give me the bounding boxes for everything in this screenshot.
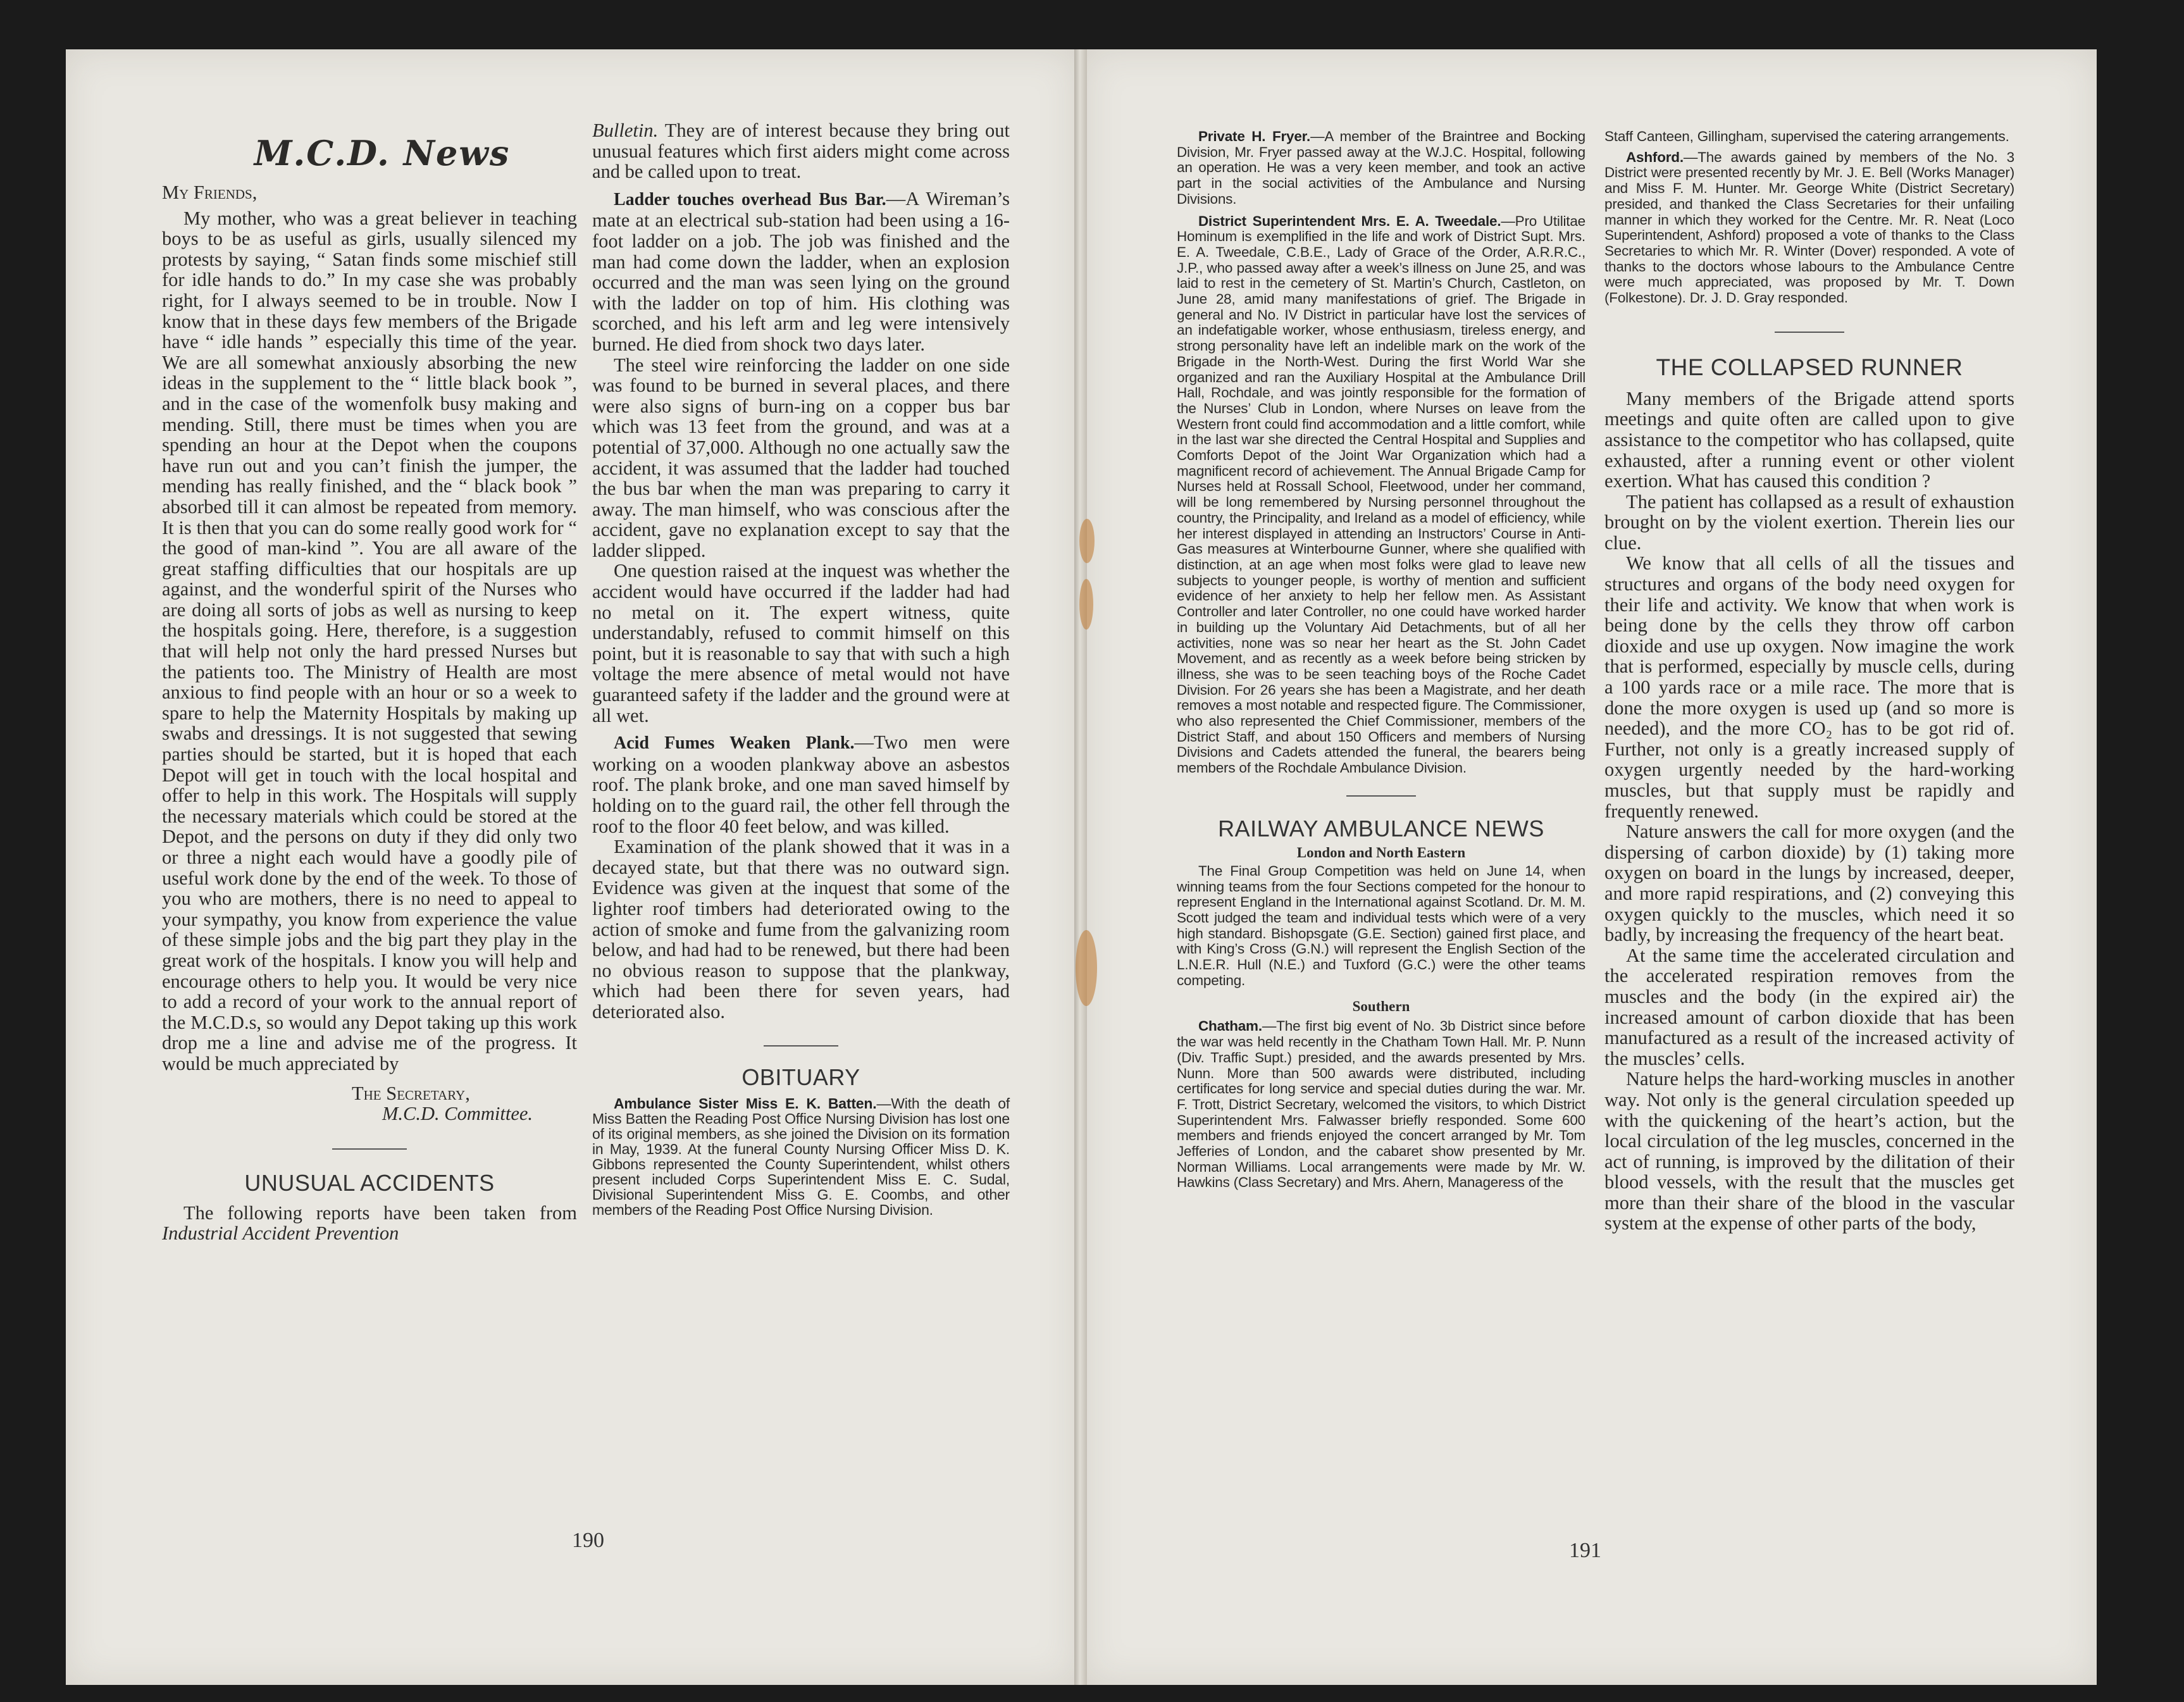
unusual-intro-text: The following reports have been taken from (183, 1202, 577, 1224)
fryer-heading: Private H. Fryer. (1198, 128, 1311, 144)
chatham-paragraph (1177, 1019, 1585, 1191)
right-column-1 (1177, 129, 1585, 1191)
section-divider (332, 1148, 407, 1150)
runner-paragraph: At the same time the accelerated circulation and the accelerated respiration removes from the muscles and the body (in the expired air) the increased amount of carbon dioxide that has been manufactured as a result of the increased activity of the muscles’ cells. (1604, 944, 2014, 1069)
book-gutter (1074, 49, 1087, 1685)
unusual-intro-continued (592, 120, 1010, 182)
ladder-paragraph-2: The steel wire reinforcing the ladder on one side was found to be burned in several places, and there were also signs of burn-ing on a copper bus bar which was 13 feet from the ground, and was at a potential of 37,000. Although no one actually saw the accident, it was assumed that the ladder had touched the bus bar when the man was preparing to carry it away. The man himself, who was conscious after the accident, gave no explanation except to say that the ladder slipped. (592, 354, 1010, 561)
obituary-text: —With the death of Miss Batten the Reading Post Office Nursing Division has lost one of its original members, as she joined the Division on its formation in May, 1939. At the funeral County Nursing Officer Miss D. K. Gibbons represented the County Superintendent, whilst others present included Corps Superintendent Miss E. C. Sudal, Divisional Superintendent Miss G. E. Coombs, and other members of the Reading Post Office Nursing Division. (592, 1095, 1010, 1218)
tweedale-text: —Pro Utilitae Hominum is exemplified in the life and work of District Supt. Mrs. E. A. Tweedale, C.B.E., Lady of Grace of the Order, A.R.R.C., J.P., who passed away after a week’s illness on June 25, and was laid to rest in the cemetery of St. Martin’s Church, Castleton, on June 28, amid many manifestations of grief. The Brigade in general and No. IV District in particular have lost the services of an indefatigable worker, whose enthusiasm, tireless energy, and strong personality have left an indelible mark on the work of the Brigade in the North-West. During the first World War she organized and ran the Auxiliary Hospital at the Ambulance Drill Hall, Rochdale, and was jointly responsible for the formation of the Nurses’ Club in London, where Nurses on leave from the Western front could find accommodation and a little comfort, while in the last war she directed the Central Hospital and Supplies and Comforts Depot of the Joint War Organization which had a magnificent record of achievement. The Annual Brigade Camp for Nurses held at Rossall School, Fleetwood, under her command, will be long remembered by Nursing personnel throughout the country, the Principality, and Ireland as a model of efficiency, while her interest displayed in attending an Instructors’ Course in Anti-Gas measures at Winterbourne Gunner, where she qualified with distinction, at an age when most folks were glad to leave new subjects to younger people, is worthy of mention and sufficient evidence of her anxiety to help her fellow men. As Assistant Controller and later Controller, no one could have worked harder in building up the Voluntary Aid Detachments, but of all her activities, none was so near her heart as the St. John Cadet Movement, and as recently as a week before being stricken by illness, she was to be seen teaching boys of the Roche Cadet Division. For 26 years she has been a Magistrate, and her death removes a most notable and respected figure. The Commissioner, who also represented the Chief Commissioner, members of the District Staff, and about 150 Officers and members of Nursing Divisions and Cadets attended the funeral, the bearers being members of the Rochdale Ambulance Division. (1177, 213, 1585, 776)
acid-paragraph (592, 732, 1010, 836)
right-column-2 (1604, 129, 2014, 1234)
runner-paragraph: Nature helps the hard-working muscles in another way. Not only is the general circulation speeded up with the quickening of the heart’s action, but the local circulation of the leg muscles, concerned in the act of running, is improved by the dilitation of their blood vessels, with the result that the muscles get more than their share of the blood in the vascular system at the expense of other parts of the body, (1604, 1068, 2014, 1234)
obituary-title: OBITUARY (741, 1064, 860, 1090)
ladder-text: —A Wireman’s mate at an electrical sub-station had been using a 16-foot ladder on a job. The job was finished and the man had come down the ladder, when an explosion occurred and the man was seen lying on the ground with the ladder on top of him. His clothing was scorched, and his left arm and leg were intensively burned. He died from shock two days later. (592, 187, 1010, 355)
signature-committee: M.C.D. Committee. (382, 1103, 533, 1125)
signature-title: The Secretary, (352, 1082, 470, 1104)
lner-heading: London and North Eastern (1296, 844, 1466, 860)
masthead: M.C.D. News (254, 133, 511, 173)
chatham-heading: Chatham. (1198, 1018, 1262, 1034)
tweedale-heading: District Superintendent Mrs. E. A. Tweedale. (1198, 213, 1501, 229)
rust-stain (1079, 579, 1093, 630)
section-divider (1346, 795, 1416, 797)
railway-title: RAILWAY AMBULANCE NEWS (1218, 815, 1544, 842)
unusual-accidents-title: UNUSUAL ACCIDENTS (244, 1169, 495, 1196)
runner-paragraph: The patient has collapsed as a result of exhaustion brought on by the violent exertion. Therein lies our clue. (1604, 490, 2014, 554)
left-column-2 (592, 120, 1010, 1217)
ladder-paragraph (592, 189, 1010, 355)
section-divider (1775, 332, 1844, 333)
rust-stain (1076, 930, 1097, 1006)
left-column-1 (162, 133, 577, 1244)
collapsed-runner-title: THE COLLAPSED RUNNER (1656, 354, 1963, 380)
ashford-heading: Ashford. (1626, 149, 1684, 165)
ladder-heading: Ladder touches overhead Bus Bar. (614, 189, 886, 209)
ashford-text: —The awards gained by members of the No. 3 District were presented recently by Mr. J. E. Bell (Works Manager) and Miss F. M. Hunter. Mr. George White (District Secretary) presided, and thanked the Class Secretaries for their unfailing manner in which they worked for the Centre. Mr. R. Neat (Loco Superintendent, Ashford) proposed a vote of thanks to the Class Secretaries to which Mr. R. Winter (Dover) responded. A vote of thanks to the doctors whose labours to the Ambulance Centre were much appreciated, was proposed by Mr. T. Down (Folkestone). Dr. J. D. Gray responded. (1604, 149, 2014, 306)
ashford-paragraph (1604, 150, 2014, 306)
runner-paragraph: We know that all cells of all the tissues and structures and organs of the body need oxygen for their life and activity. We know that when work is being done by the cells they throw off carbon dioxide and use up oxygen. Now imagine the work that is performed, especially by muscle cells, during a 100 yards race or a mile race. The more that is done the more oxygen is used up (and so more is needed), and the more CO₂ has to be got rid of. Further, not only is a greatly increased supply of oxygen urgently needed by the hard-working muscles, but that supply must be rapidly and frequently renewed. (1604, 552, 2014, 822)
ladder-paragraph-3: One question raised at the inquest was whether the accident would have occurred if the ladder had had no metal on it. The expert witness, quite understandably, refused to commit himself on this point, but it is reasonable to say that with such a high voltage the mere absence of metal would not have guaranteed safety if the ladder and the ground were at all wet. (592, 560, 1010, 726)
obituary-paragraph (592, 1096, 1010, 1217)
acid-heading: Acid Fumes Weaken Plank. (614, 733, 855, 754)
unusual-intro (162, 1203, 577, 1244)
southern-heading: Southern (1352, 998, 1410, 1015)
acid-text: —Two men were working on a wooden plankway above an asbestos roof. The plank broke, and one man saved himself by holding on to the guard rail, the other fell through the roof to the floor 40 feet below, and was killed. (592, 731, 1010, 837)
section-divider (764, 1045, 838, 1047)
canteen-continued: Staff Canteen, Gillingham, supervised the catering arrangements. (1604, 128, 2009, 144)
lner-paragraph: The Final Group Competition was held on June 14, when winning teams from the four Sections competed for the honour to represent England in the International against Scotland. Dr. M. M. Scott judged the team and individual tests which were of a very high standard. Bishopsgate (G.E. Section) gained first place, and with King’s Cross (G.N.) will represent the English Section of the L.N.E.R. Hull (N.E.) and Tuxford (G.C.) were the other teams competing. (1177, 862, 1585, 988)
runner-paragraph: Nature answers the call for more oxygen (and the dispersing of carbon dioxide) by (1) taking more oxygen on board in the lungs by increased, deeper, and more rapid respirations, and (2) conveying this oxygen quickly to the muscles, which need it so badly, by increasing the frequency of the heart beat. (1604, 821, 2014, 946)
tweedale-paragraph (1177, 214, 1585, 776)
chatham-text: —The first big event of No. 3b District since before the war was held recently in the Chatham Town Hall. Mr. P. Nunn (Div. Traffic Supt.) presided, and the awards presented by Mrs. Nunn. More than 500 awards were distributed, including certificates for long service and special duties during the war. Mr. F. Trott, District Secretary, welcomed the visitors, to which District Superintendent Mrs. Falwasser briefly responded. Some 600 members and friends enjoyed the concert arranged by Mr. Tom Jefferies of London, and the cabaret show presented by Mr. Norman Williams. Local arrangements were made by Mr. W. Hawkins (Class Secretary) and Mrs. Ahern, Manageress of the (1177, 1018, 1585, 1191)
letter-body: My mother, who was a great believer in teaching boys to be as useful as girls, usually silenced my protests by saying, “ Satan finds some mischief still for idle hands to do.” In my case she was probably right, for I always seemed to be in trouble. Now I know that in these days few members of the Brigade have “ idle hands ” especially this time of the year. We are all somewhat anxiously absorbing the new ideas in the supplement to the “ little black book ”, and in the case of the womenfolk busy making and mending. Still, there must be times when you are spending an hour at the Depot when the coupons have run out and you can’t finish the jumper, the mending has really finished, and the “ black book ” absorbed till it can almost be repeated from memory. It is then that you can do some really good work for “ the good of man-kind ”. You are all aware of the great staffing difficulties that our hospitals are up against, and the wonderful spirit of the Nurses who are doing all sorts of jobs as well as nursing to keep the hospitals going. Here, therefore, is a suggestion that will help not only the hard pressed Nurses but the patients too. The Ministry of Health are most anxious to find people with an hour or so a week to spare to help the Maternity Hospitals by making up swabs and dressings. It is not suggested that sewing parties should be started, but it is hoped that each Depot will get in touch with the local hospital and offer to help in this work. The Hospitals will supply the necessary materials which could be stored at the Depot, and the persons on duty if they did only two or three a night each would have a goodly pile of useful work done by the end of the week. To those of you who are mothers, there is no need to appeal to your sympathy, you know from experience the value of these simple jobs and the big part they play in the great work of the hospitals. I know you will help and encourage others to help you. It would be very nice to add a record of your work to the annual report of the M.C.D.s, so would any Depot taking up this work drop me a line and advise me of the progress. It would be much appreciated by (162, 207, 577, 1074)
fryer-text: —A member of the Braintree and Bocking Division, Mr. Fryer passed away at the W.J.C. Hospital, following an operation. He was a very keen member, and took an active part in the social activities of the Ambulance and Nursing Divisions. (1177, 128, 1585, 207)
fryer-paragraph (1177, 129, 1585, 208)
page-number-right: 191 (1569, 1539, 1601, 1562)
intro-rest: They are of interest because they bring out unusual features which first aiders might come across and be called upon to treat. (592, 120, 1010, 183)
runner-paragraph: Many members of the Brigade attend sports meetings and quite often are called upon to give assistance to the competitor who has collapsed, quite exhausted, after a running event or other violent exertion. What has caused this condition ? (1604, 387, 2014, 492)
bulletin-word: Bulletin. (592, 120, 659, 141)
obituary-heading: Ambulance Sister Miss E. K. Batten. (614, 1095, 877, 1112)
page-number-left: 190 (572, 1529, 604, 1552)
unusual-intro-source: Industrial Accident Prevention (162, 1222, 399, 1245)
acid-paragraph-2: Examination of the plank showed that it was in a decayed state, but that there was no outward sign. Evidence was given at the inquest that some of the lighter roof timbers had deteriorated owing to the action of smoke and fume from the galvanizing room below, and had had to be renewed, but there had been no obvious reason to suppose that the plankway, which had been there for seven years, had deteriorated also. (592, 836, 1010, 1022)
salutation: My Friends, (162, 182, 257, 203)
rust-stain (1079, 519, 1095, 563)
